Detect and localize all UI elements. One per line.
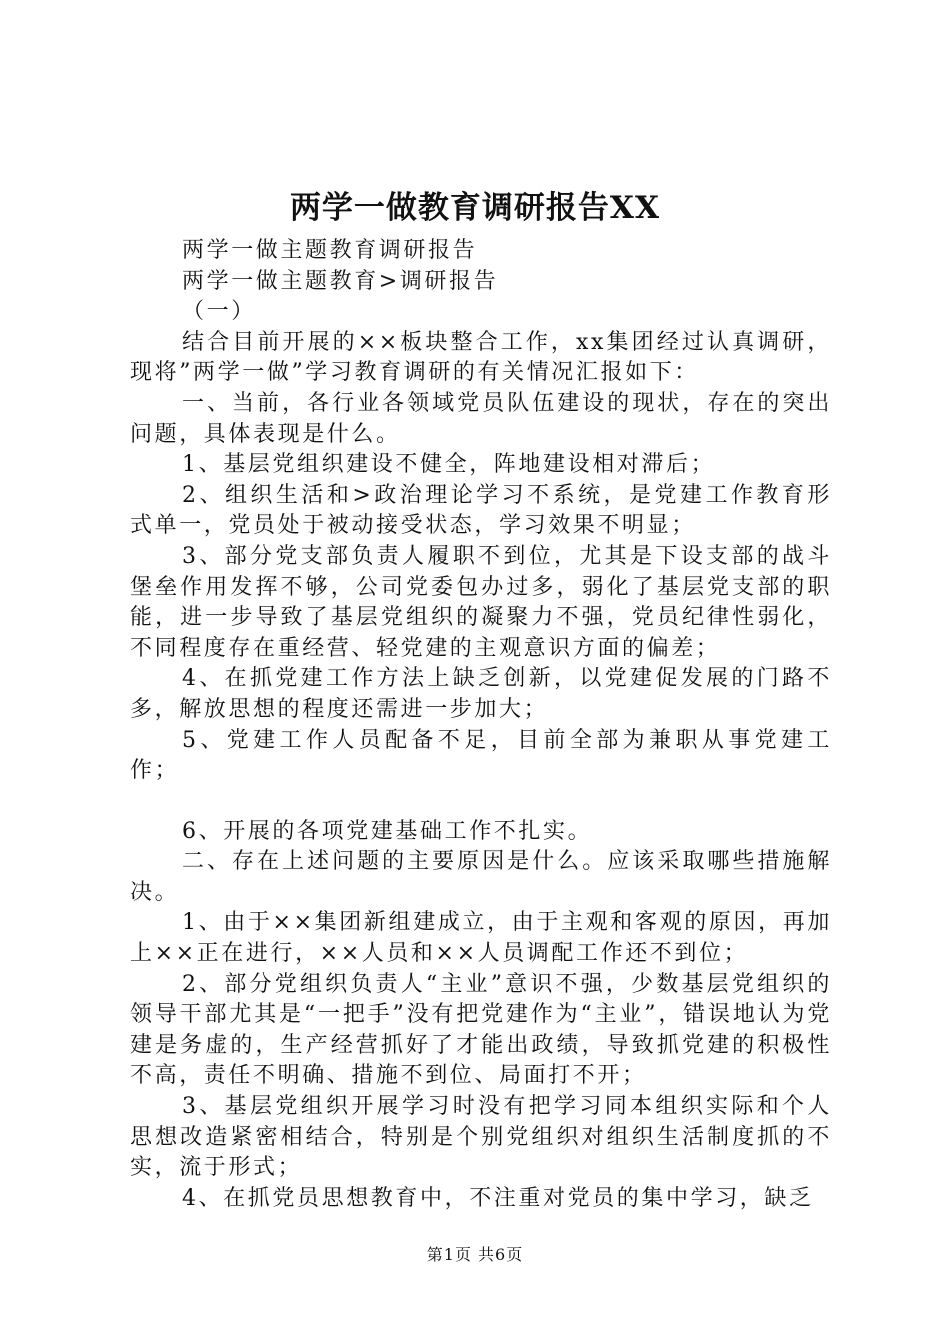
document-body: [130, 236, 832, 1214]
paragraph-item: 5、党建工作人员配备不足，目前全部为兼职从事党建工作；: [130, 727, 832, 784]
paragraph-section-marker: （一）: [182, 299, 256, 325]
paragraph-item: 2、组织生活和>政治理论学习不系统，是党建工作教育形式单一，党员处于被动接受状态，学习效果不明显；: [130, 482, 832, 539]
paragraph-item: 6、开展的各项党建基础工作不扎实。: [182, 818, 593, 844]
paragraph-item: 4、在抓党员思想教育中，不注重对党员的集中学习，缺乏: [182, 1185, 814, 1211]
paragraph-heading-2: 二、存在上述问题的主要原因是什么。应该采取哪些措施解决。: [130, 849, 832, 905]
paragraph-intro: 结合目前开展的××板块整合工作，xx集团经过认真调研，现将”两学一做”学习教育调研的有关情况汇报如下：: [130, 329, 832, 386]
paragraph-item: 3、基层党组织开展学习时没有把学习同本组织实际和个人思想改造紧密相结合，特别是个别党组织对组织生活制度抓的不实，流于形式；: [130, 1094, 832, 1181]
paragraph-item: 3、部分党支部负责人履职不到位，尤其是下设支部的战斗堡垒作用发挥不够，公司党委包办过多，弱化了基层党支部的职能，进一步导致了基层党组织的凝聚力不强，党员纪律性弱化，不同程度存在重经营、轻党建的主观意识方面的偏差；: [130, 543, 832, 661]
page-footer: 第1页 共6页: [426, 1245, 524, 1264]
paragraph-item: 4、在抓党建工作方法上缺乏创新，以党建促发展的门路不多，解放思想的程度还需进一步加大；: [130, 666, 832, 722]
paragraph-subtitle-2: 两学一做主题教育>调研报告: [182, 268, 499, 294]
document-title: 两学一做教育调研报告XX: [289, 190, 661, 226]
paragraph-item: 2、部分党组织负责人“主业”意识不强，少数基层党组织的领导干部尤其是“一把手”没有把党建作为“主业”，错误地认为党建是务虚的，生产经营抓好了才能出政绩，导致抓党建的积极性不高，责任不明确、措施不到位、局面打不开；: [130, 971, 832, 1089]
paragraph-subtitle-1: 两学一做主题教育调研报告: [182, 238, 478, 263]
paragraph-heading-1: 一、当前，各行业各领域党员队伍建设的现状，存在的突出问题，具体表现是什么。: [130, 390, 832, 447]
paragraph-item: 1、由于××集团新组建成立，由于主观和客观的原因，再加上××正在进行，××人员和××人员调配工作还不到位；: [130, 910, 832, 967]
paragraph-item: 1、基层党组织建设不健全，阵地建设相对滞后；: [182, 452, 716, 478]
